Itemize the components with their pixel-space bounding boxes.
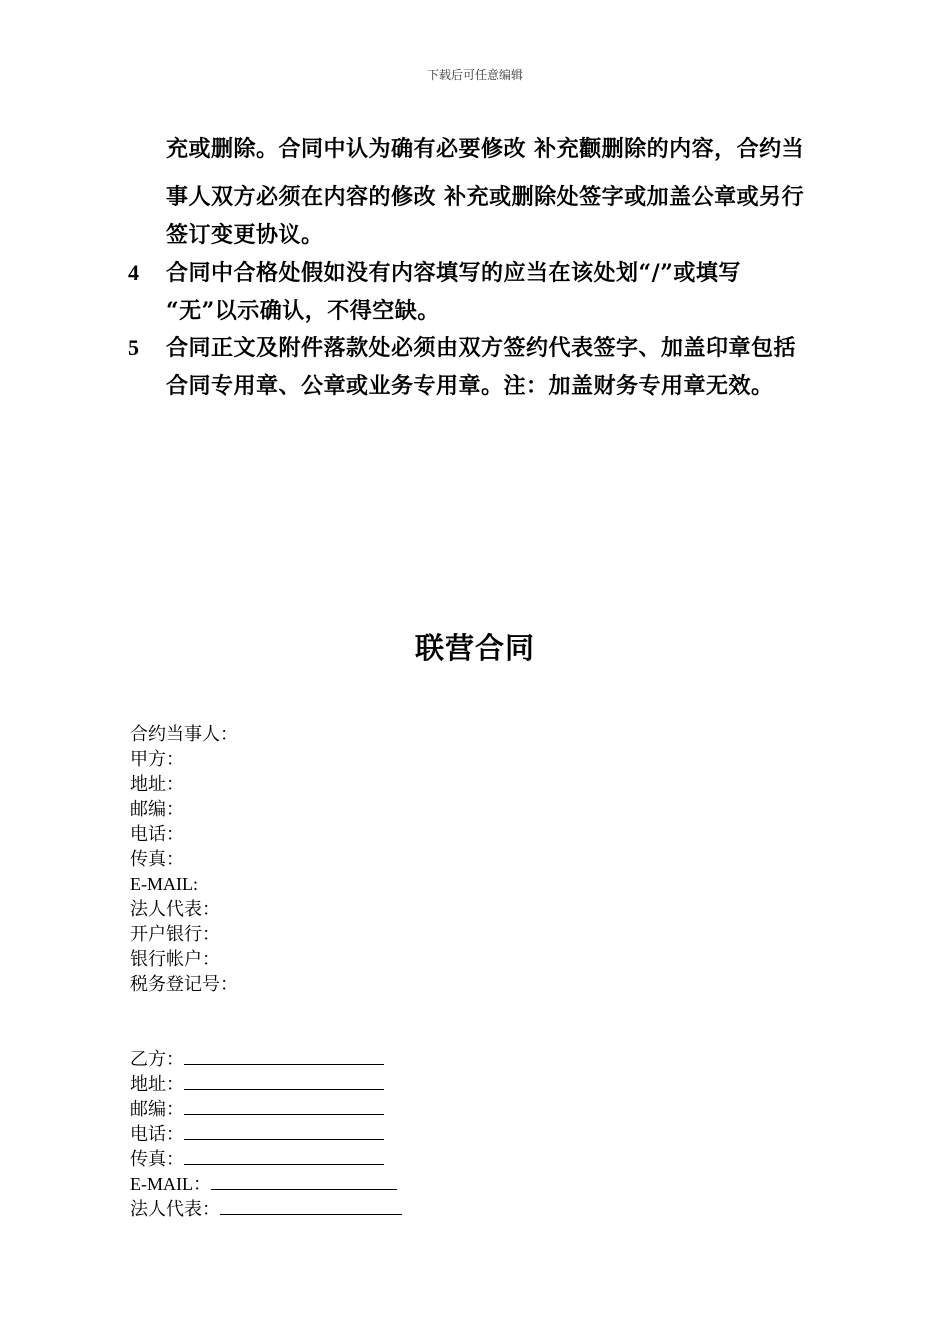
- party-b-phone-row: [130, 1121, 630, 1146]
- clause-line: 事人双方必须在内容的修改 补充或删除处签字或加盖公章或另行: [166, 184, 805, 210]
- party-a-fax-label: 传真：: [130, 849, 184, 869]
- party-a-name-label: 甲方：: [130, 749, 184, 769]
- party-a-bank-label: 开户银行：: [130, 924, 220, 944]
- item-line: 合同专用章、公章或业务专用章。注：加盖财务专用章无效。: [166, 373, 774, 399]
- clause-continuation: [166, 130, 856, 254]
- party-a-address-label: 地址：: [130, 774, 184, 794]
- party-b-phone-label: 电话：: [130, 1124, 184, 1144]
- clause-line: 签订变更协议。: [166, 222, 324, 248]
- item-number: 5: [128, 335, 140, 360]
- party-b-postcode-row: [130, 1096, 630, 1121]
- item-line: 合同中合格处假如没有内容填写的应当在该处划“/”或填写: [166, 260, 741, 286]
- party-b-fax-blank[interactable]: [184, 1146, 384, 1165]
- party-b-legal-rep-blank[interactable]: [220, 1196, 402, 1215]
- party-a-tax-id-label: 税务登记号：: [130, 974, 238, 994]
- party-a-email-label: E-MAIL:: [130, 874, 198, 894]
- party-b-name-row: [130, 1046, 630, 1071]
- party-a-legal-rep-label: 法人代表：: [130, 899, 220, 919]
- party-a-account-label: 银行帐户：: [130, 949, 220, 969]
- item-line: “无”以示确认，不得空缺。: [166, 298, 440, 324]
- party-b-address-blank[interactable]: [184, 1071, 384, 1090]
- party-b-email-row: [130, 1171, 630, 1196]
- party-a-phone-label: 电话：: [130, 824, 184, 844]
- party-b-fax-row: [130, 1146, 630, 1171]
- party-b-email-blank[interactable]: [211, 1171, 397, 1190]
- party-b-name-blank[interactable]: [184, 1046, 384, 1065]
- item-line: 合同正文及附件落款处必须由双方签约代表签字、加盖印章包括: [166, 335, 797, 361]
- party-b-section: [130, 1046, 630, 1221]
- party-b-fax-label: 传真：: [130, 1149, 184, 1169]
- party-a-postcode-label: 邮编：: [130, 799, 184, 819]
- party-a-section: [130, 722, 630, 997]
- party-a-heading: 合约当事人：: [130, 724, 238, 744]
- item-number: 4: [128, 260, 140, 285]
- party-b-legal-rep-row: [130, 1196, 630, 1221]
- party-b-name-label: 乙方：: [130, 1049, 184, 1069]
- clause-line: 充或删除。合同中认为确有必要修改 补充颧删除的内容，合约当: [166, 136, 805, 162]
- party-b-legal-rep-label: 法人代表：: [130, 1199, 220, 1219]
- clause-item-5: [128, 329, 858, 405]
- page-header-note: 下载后可任意编辑: [426, 68, 523, 82]
- party-b-postcode-blank[interactable]: [184, 1096, 384, 1115]
- party-b-email-label: E-MAIL：: [130, 1174, 211, 1194]
- party-b-phone-blank[interactable]: [184, 1121, 384, 1140]
- party-b-address-row: [130, 1071, 630, 1096]
- contract-title: 联营合同: [414, 631, 535, 665]
- party-b-address-label: 地址：: [130, 1074, 184, 1094]
- party-b-postcode-label: 邮编：: [130, 1099, 184, 1119]
- clause-item-4: [128, 254, 858, 330]
